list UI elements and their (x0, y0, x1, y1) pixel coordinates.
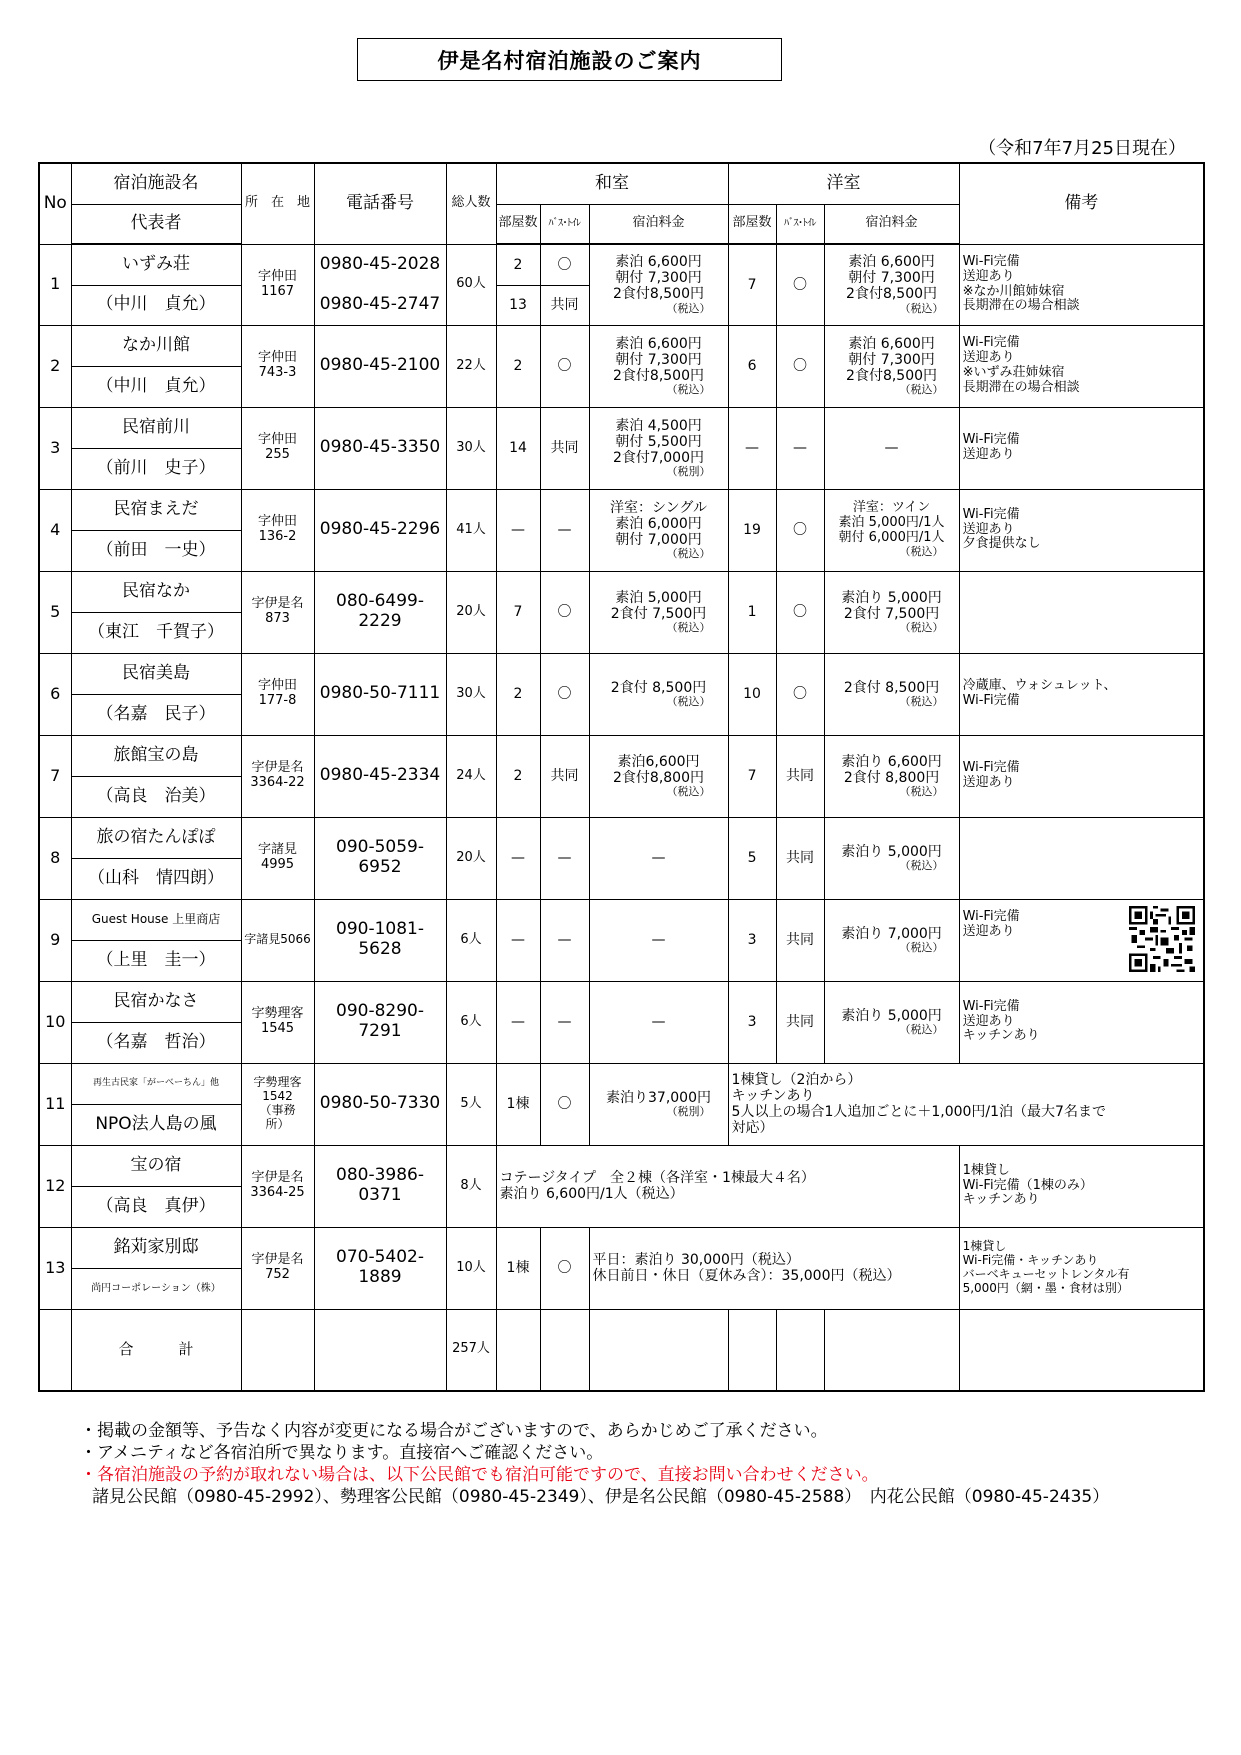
price-info: 平日：素泊り 30,000円（税込） 休日前日・休日（夏休み含）：35,000円（税込） (589, 1227, 959, 1309)
w-price: 素泊 6,600円 朝付 7,300円 2食付8,500円 （税込） (589, 325, 728, 407)
row-no: 11 (39, 1063, 71, 1145)
w-rooms: — (496, 817, 540, 899)
header-notes: 備考 (959, 163, 1204, 244)
header-washitsu: 和室 (496, 163, 728, 204)
row-no: 5 (39, 571, 71, 653)
phone: 090-8290-7291 (314, 981, 446, 1063)
representative: （東江 千賀子） (71, 612, 241, 653)
footer-contacts: 諸見公民館（0980-45-2992）、勢理客公民館（0980-45-2349）、伊是名公民館（0980-45-2588） 内花公民館（0980-45-2435） (92, 1487, 1110, 1507)
facility-name: 民宿前川 (71, 407, 241, 448)
location: 字仲田 1167 (241, 244, 314, 325)
header-rep: 代表者 (71, 204, 241, 244)
table-row (39, 1227, 1204, 1268)
y-bath: 〇 (776, 325, 824, 407)
facility-name: 民宿なか (71, 571, 241, 612)
y-price: 素泊り 6,600円 2食付 8,800円 （税込） (824, 735, 959, 817)
table-row (39, 653, 1204, 694)
notes: Wi-Fi完備 送迎あり ※いずみ荘姉妹宿 長期滞在の場合相談 (959, 325, 1204, 407)
y-rooms: 1 (728, 571, 776, 653)
representative: （名嘉 哲治） (71, 1022, 241, 1063)
representative: （名嘉 民子） (71, 694, 241, 735)
capacity: 20人 (446, 817, 496, 899)
w-rooms: 1棟 (496, 1063, 540, 1145)
y-rooms: 19 (728, 489, 776, 571)
w-bath: 〇 (540, 325, 589, 407)
total-w-rooms (496, 1309, 540, 1391)
w-rooms: 1棟 (496, 1227, 540, 1309)
phone: 0980-50-7111 (314, 653, 446, 735)
location: 字勢理客 1542 （事務 所） (241, 1063, 314, 1145)
facility-name: 旅の宿たんぽぽ (71, 817, 241, 858)
header-no: No (39, 163, 71, 244)
location: 字仲田 255 (241, 407, 314, 489)
facility-name: なか川館 (71, 325, 241, 366)
y-rooms: — (728, 407, 776, 489)
notes: 1棟貸し Wi-Fi完備・キッチンあり バーベキューセットレンタル有 5,000円（網・墨・食材は別） (959, 1227, 1204, 1309)
w-price: 素泊 6,600円 朝付 7,300円 2食付8,500円 （税込） (589, 244, 728, 325)
y-bath: 〇 (776, 244, 824, 325)
table-row (39, 735, 1204, 776)
row-no: 2 (39, 325, 71, 407)
location: 字勢理客 1545 (241, 981, 314, 1063)
representative: （前田 一史） (71, 530, 241, 571)
representative: （中川 貞允） (71, 285, 241, 325)
header-y-price: 宿泊料金 (824, 204, 959, 244)
w-bath: — (540, 899, 589, 981)
notes: Wi-Fi完備 送迎あり ※なか川館姉妹宿 長期滞在の場合相談 (959, 244, 1204, 325)
table-row (39, 489, 1204, 530)
facility-name: いずみ荘 (71, 244, 241, 285)
phone: 0980-45-2100 (314, 325, 446, 407)
total-y-price (824, 1309, 959, 1391)
location: 字諸見5066 (241, 899, 314, 981)
header-phone: 電話番号 (314, 163, 446, 244)
w-price: 素泊 5,000円 2食付 7,500円 （税込） (589, 571, 728, 653)
table-row (39, 571, 1204, 612)
phone: 0980-45-2334 (314, 735, 446, 817)
y-price: 素泊 6,600円 朝付 7,300円 2食付8,500円 （税込） (824, 325, 959, 407)
header-w-rooms: 部屋数 (496, 204, 540, 244)
row-no: 10 (39, 981, 71, 1063)
representative: （前川 史子） (71, 448, 241, 489)
phone: 070-5402-1889 (314, 1227, 446, 1309)
w-price: 素泊 4,500円 朝付 5,500円 2食付7,000円 （税別） (589, 407, 728, 489)
capacity: 30人 (446, 407, 496, 489)
location: 字伊是名 752 (241, 1227, 314, 1309)
location: 字伊是名 3364-22 (241, 735, 314, 817)
facility-name: 旅館宝の島 (71, 735, 241, 776)
table-row (39, 407, 1204, 448)
location: 字諸見 4995 (241, 817, 314, 899)
price-info: コテージタイプ 全２棟（各洋室・1棟最大４名） 素泊り 6,600円/1人（税込） (496, 1145, 959, 1227)
total-y-bath (776, 1309, 824, 1391)
row-no: 1 (39, 244, 71, 325)
row-no: 3 (39, 407, 71, 489)
total-w-bath (540, 1309, 589, 1391)
representative: （高良 真伊） (71, 1186, 241, 1227)
y-price: 素泊り 5,000円 （税込） (824, 817, 959, 899)
w-bath: — (540, 489, 589, 571)
total-w-price (589, 1309, 728, 1391)
capacity: 30人 (446, 653, 496, 735)
representative: （上里 圭一） (71, 940, 241, 981)
y-price: 素泊り 5,000円 2食付 7,500円 （税込） (824, 571, 959, 653)
location: 字仲田 177-8 (241, 653, 314, 735)
w-price: 素泊り37,000円 （税別） (589, 1063, 728, 1145)
notes: 1棟貸し（2泊から） キッチンあり 5人以上の場合1人追加ごとに＋1,000円/1泊（最大7名まで 対応） (728, 1063, 1204, 1145)
location: 字伊是名 3364-25 (241, 1145, 314, 1227)
table-row (39, 817, 1204, 858)
total-y-rooms (728, 1309, 776, 1391)
w-rooms: 2 (496, 244, 540, 285)
table-row (39, 325, 1204, 366)
facility-name: 民宿かなさ (71, 981, 241, 1022)
notes: 冷蔵庫、ウォシュレット、 Wi-Fi完備 (959, 653, 1204, 735)
row-no: 9 (39, 899, 71, 981)
w-bath: — (540, 817, 589, 899)
header-w-price: 宿泊料金 (589, 204, 728, 244)
representative: （山科 情四朗） (71, 858, 241, 899)
capacity: 6人 (446, 981, 496, 1063)
facility-name: 再生古民家「がーべーちん」他 (71, 1063, 241, 1104)
location: 字伊是名 873 (241, 571, 314, 653)
y-rooms: 7 (728, 735, 776, 817)
total-location (241, 1309, 314, 1391)
footer-line-1: ・掲載の金額等、予告なく内容が変更になる場合がございますので、あらかじめご了承ください。 (80, 1421, 828, 1441)
notes: Wi-Fi完備 送迎あり (959, 407, 1204, 489)
w-bath: 〇 (540, 1227, 589, 1309)
facility-name: 民宿美島 (71, 653, 241, 694)
notes (959, 817, 1204, 899)
y-rooms: 7 (728, 244, 776, 325)
facility-name: 民宿まえだ (71, 489, 241, 530)
total-notes (959, 1309, 1204, 1391)
w-rooms: — (496, 981, 540, 1063)
total-phone (314, 1309, 446, 1391)
capacity: 24人 (446, 735, 496, 817)
total-no (39, 1309, 71, 1391)
header-capacity: 総人数 (446, 163, 496, 244)
notes: Wi-Fi完備 送迎あり (959, 735, 1204, 817)
page-title: 伊是名村宿泊施設のご案内 (357, 38, 782, 81)
w-price: 素泊6,600円 2食付8,800円 （税込） (589, 735, 728, 817)
as-of-date: （令和7年7月25日現在） (978, 138, 1186, 159)
capacity: 8人 (446, 1145, 496, 1227)
representative: （高良 治美） (71, 776, 241, 817)
table-row (39, 1063, 1204, 1104)
total-label: 合 計 (71, 1309, 241, 1391)
y-price: 洋室：ツイン 素泊 5,000円/1人 朝付 6,000円/1人 （税込） (824, 489, 959, 571)
header-youshitsu: 洋室 (728, 163, 959, 204)
y-bath: 〇 (776, 489, 824, 571)
y-price: — (824, 407, 959, 489)
representative: 尚円コーポレーション（株） (71, 1268, 241, 1309)
row-no: 13 (39, 1227, 71, 1309)
w-bath-2: 共同 (540, 285, 589, 325)
w-price: — (589, 817, 728, 899)
w-rooms: — (496, 899, 540, 981)
phone-2: 0980-45-2747 (314, 285, 446, 325)
header-w-bath: ﾊﾞｽ･ﾄｲﾚ (540, 204, 589, 244)
y-price: 2食付 8,500円 （税込） (824, 653, 959, 735)
y-rooms: 10 (728, 653, 776, 735)
qr-code-icon[interactable] (1129, 906, 1195, 972)
footer-notes (80, 1420, 1109, 1508)
w-bath: — (540, 981, 589, 1063)
y-bath: 〇 (776, 571, 824, 653)
phone: 0980-45-2296 (314, 489, 446, 571)
header-location: 所 在 地 (241, 163, 314, 244)
phone: 0980-45-2028 (314, 244, 446, 285)
row-no: 12 (39, 1145, 71, 1227)
w-price: 2食付 8,500円 （税込） (589, 653, 728, 735)
w-price: — (589, 899, 728, 981)
w-rooms: 2 (496, 735, 540, 817)
capacity: 60人 (446, 244, 496, 325)
w-bath: 〇 (540, 1063, 589, 1145)
w-rooms: 2 (496, 653, 540, 735)
w-rooms: — (496, 489, 540, 571)
capacity: 20人 (446, 571, 496, 653)
y-bath: 共同 (776, 817, 824, 899)
w-rooms: 14 (496, 407, 540, 489)
y-rooms: 3 (728, 981, 776, 1063)
phone: 090-1081-5628 (314, 899, 446, 981)
w-rooms: 7 (496, 571, 540, 653)
y-bath: 共同 (776, 735, 824, 817)
notes: 1棟貸し Wi-Fi完備（1棟のみ） キッチンあり (959, 1145, 1204, 1227)
y-bath: 〇 (776, 653, 824, 735)
header-y-bath: ﾊﾞｽ･ﾄｲﾚ (776, 204, 824, 244)
capacity: 6人 (446, 899, 496, 981)
y-rooms: 6 (728, 325, 776, 407)
phone: 080-3986-0371 (314, 1145, 446, 1227)
capacity: 5人 (446, 1063, 496, 1145)
facility-name: Guest House 上里商店 (71, 899, 241, 940)
y-price: 素泊り 7,000円 （税込） (824, 899, 959, 981)
y-bath: 共同 (776, 899, 824, 981)
row-no: 8 (39, 817, 71, 899)
w-rooms: 2 (496, 325, 540, 407)
facility-name: 銘苅家別邸 (71, 1227, 241, 1268)
header-y-rooms: 部屋数 (728, 204, 776, 244)
row-no: 4 (39, 489, 71, 571)
notes: Wi-Fi完備 送迎あり (959, 899, 1204, 981)
facility-table (38, 162, 1205, 1392)
header-facility: 宿泊施設名 (71, 163, 241, 204)
total-capacity: 257人 (446, 1309, 496, 1391)
w-price: 洋室：シングル 素泊 6,000円 朝付 7,000円 （税込） (589, 489, 728, 571)
row-no: 7 (39, 735, 71, 817)
w-bath: 共同 (540, 407, 589, 489)
table-row (39, 1145, 1204, 1186)
row-no: 6 (39, 653, 71, 735)
facility-name: 宝の宿 (71, 1145, 241, 1186)
notes: Wi-Fi完備 送迎あり キッチンあり (959, 981, 1204, 1063)
capacity: 41人 (446, 489, 496, 571)
phone: 080-6499-2229 (314, 571, 446, 653)
w-bath: 共同 (540, 735, 589, 817)
table-row (39, 899, 1204, 940)
w-bath: 〇 (540, 244, 589, 285)
phone: 0980-45-3350 (314, 407, 446, 489)
location: 字仲田 743-3 (241, 325, 314, 407)
y-rooms: 5 (728, 817, 776, 899)
w-bath: 〇 (540, 571, 589, 653)
capacity: 22人 (446, 325, 496, 407)
table-row (39, 244, 1204, 285)
y-price: 素泊り 5,000円 （税込） (824, 981, 959, 1063)
phone: 090-5059-6952 (314, 817, 446, 899)
y-bath: — (776, 407, 824, 489)
phone: 0980-50-7330 (314, 1063, 446, 1145)
w-price: — (589, 981, 728, 1063)
total-row (39, 1309, 1204, 1391)
y-price: 素泊 6,600円 朝付 7,300円 2食付8,500円 （税込） (824, 244, 959, 325)
y-bath: 共同 (776, 981, 824, 1063)
capacity: 10人 (446, 1227, 496, 1309)
table-row (39, 981, 1204, 1022)
representative: （中川 貞允） (71, 366, 241, 407)
w-rooms-2: 13 (496, 285, 540, 325)
notes (959, 571, 1204, 653)
representative: NPO法人島の風 (71, 1104, 241, 1145)
footer-line-2: ・アメニティなど各宿泊所で異なります。直接宿へご確認ください。 (80, 1443, 604, 1463)
y-rooms: 3 (728, 899, 776, 981)
location: 字仲田 136-2 (241, 489, 314, 571)
footer-warning: ・各宿泊施設の予約が取れない場合は、以下公民館でも宿泊可能ですので、直接お問い合わせください。 (80, 1465, 879, 1485)
notes: Wi-Fi完備 送迎あり 夕食提供なし (959, 489, 1204, 571)
w-bath: 〇 (540, 653, 589, 735)
